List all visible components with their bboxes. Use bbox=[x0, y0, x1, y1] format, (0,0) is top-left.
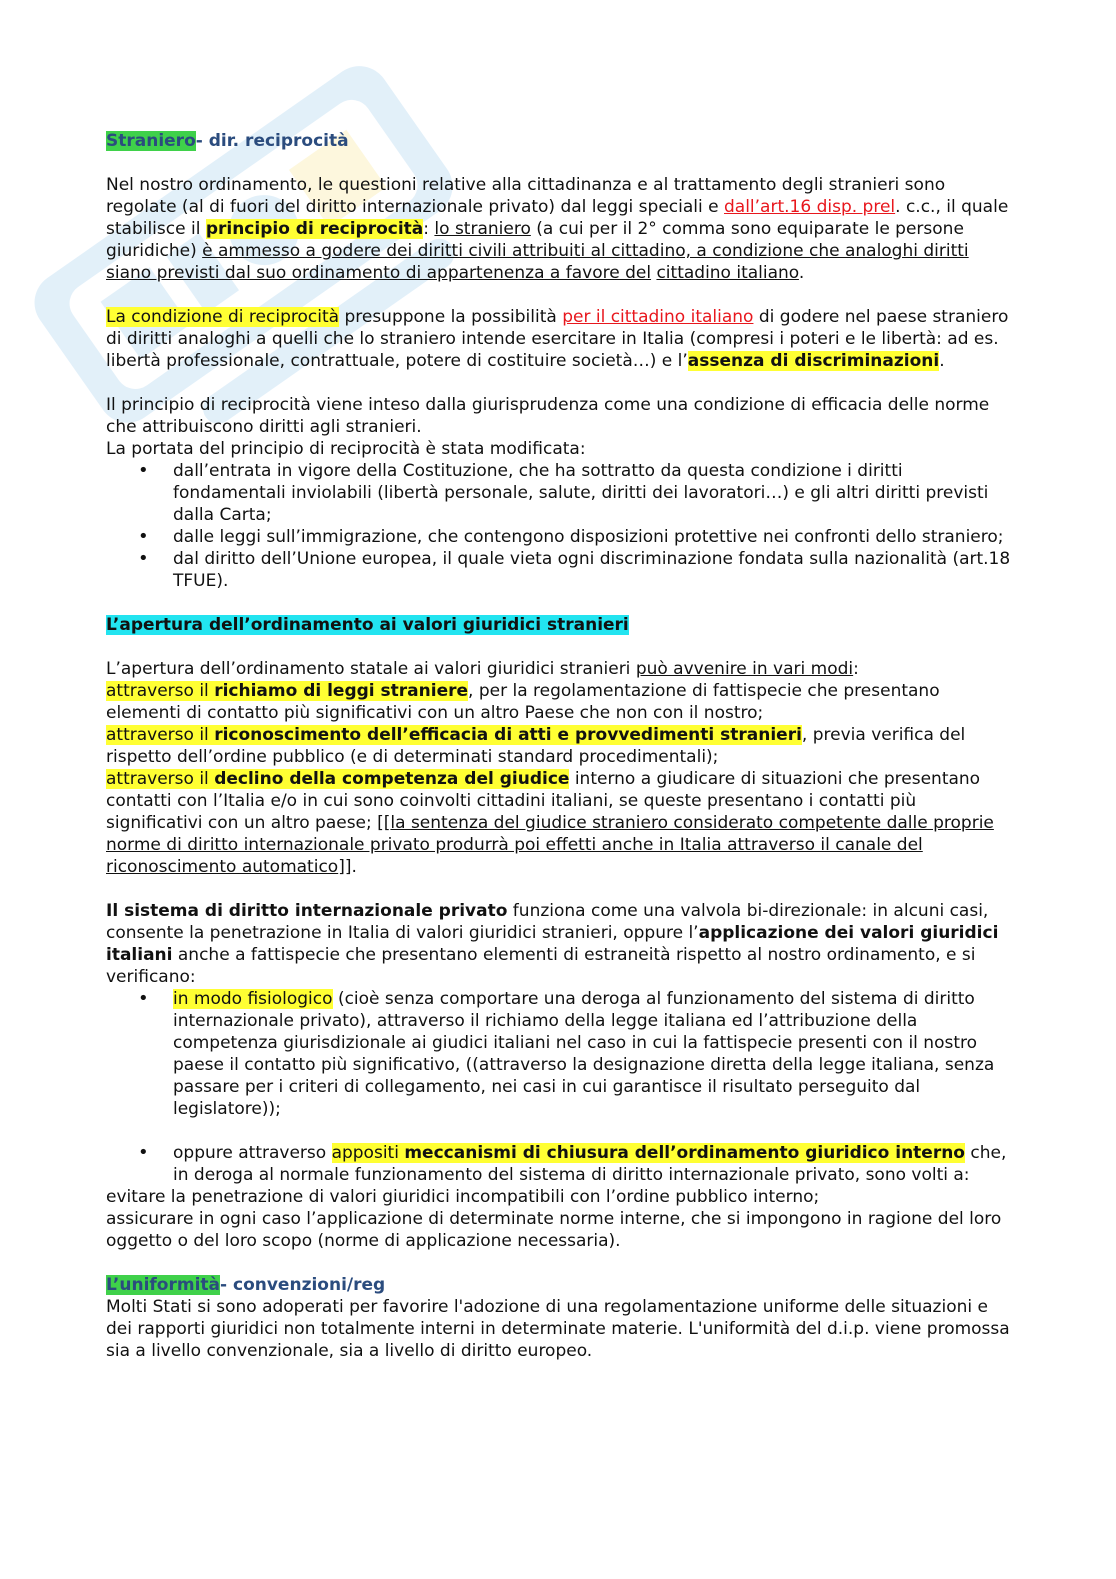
link-art16[interactable]: dall’art.16 disp. prel bbox=[724, 197, 896, 217]
paragraph-riconoscimento: attraverso il riconoscimento dell’efficacia di atti e provvedimenti stranieri, previa verifica del rispetto dell’ordine pubblico (e di determinati standard procedimentali); bbox=[106, 725, 966, 767]
list-item: • dalle leggi sull’immigrazione, che contengono disposizioni protettive nei confronti dello straniero; bbox=[106, 526, 1011, 548]
section-title-straniero: Straniero- dir. reciprocità bbox=[106, 131, 349, 151]
paragraph-evitare: evitare la penetrazione di valori giuridici incompatibili con l’ordine pubblico interno; bbox=[106, 1187, 820, 1207]
section-title-apertura: L’apertura dell’ordinamento ai valori giuridici stranieri bbox=[106, 615, 629, 635]
link-cittadino-italiano[interactable]: per il cittadino italiano bbox=[562, 307, 754, 327]
list-item: • in modo fisiologico (cioè senza comportare una deroga al funzionamento del sistema di diritto internazionale privato), attraverso il richiamo della legge italiana ed l’attribuzione della competenza giurisdizionale ai giudici italiani nel caso in cui la fattispecie presenti con il nostro paese il contatto più significativo, ((attraverso la designazione diretta della legge italiana, senza passare per i criteri di collegamento, nei casi in cui garantisce il risultato perseguito dal legislatore)); bbox=[106, 988, 1011, 1120]
paragraph-assicurare: assicurare in ogni caso l’applicazione di determinate norme interne, che si impongono in ragione del loro oggetto o del loro scopo (norme di applicazione necessaria). bbox=[106, 1209, 1002, 1251]
paragraph-ordinamento: Nel nostro ordinamento, le questioni relative alla cittadinanza e al trattamento degli stranieri sono regolate (al di fuori del diritto internazionale privato) dal leggi speciali e dall’art.16 disp. prel. c.c., il quale stabilisce il principio di reciprocità: lo straniero (a cui per il 2° comma sono equiparate le persone giuridiche) è ammesso a godere dei diritti civili attribuiti al cittadino, a condizione che analoghi diritti siano previsti dal suo ordinamento di appartenenza a favore del cittadino italiano. bbox=[106, 175, 1009, 283]
list-item: • oppure attraverso appositi meccanismi di chiusura dell’ordinamento giuridico interno che, in deroga al normale funzionamento del sistema di diritto internazionale privato, sono volti a: bbox=[106, 1142, 1011, 1186]
list-modalita bbox=[106, 988, 1011, 1120]
paragraph-sistema: Il sistema di diritto internazionale privato funziona come una valvola bi-direzionale: in alcuni casi, consente la penetrazione in Italia di valori giuridici stranieri, oppure l’applicazione dei valori giuridici italiani anche a fattispecie che presentano elementi di estraneità rispetto al nostro ordinamento, e si verificano: bbox=[106, 901, 999, 987]
paragraph-portata: La portata del principio di reciprocità è stata modificata: bbox=[106, 439, 586, 459]
paragraph-apertura-intro: L’apertura dell’ordinamento statale ai valori giuridici stranieri può avvenire in vari modi: bbox=[106, 659, 859, 679]
paragraph-uniformita: Molti Stati si sono adoperati per favorire l'adozione di una regolamentazione uniforme delle situazioni e dei rapporti giuridici non totalmente interni in determinate materie. L'uniformità del d.i.p. viene promossa sia a livello convenzionale, sia a livello di diritto europeo. bbox=[106, 1297, 1010, 1361]
list-item: • dall’entrata in vigore della Costituzione, che ha sottratto da questa condizione i diritti fondamentali inviolabili (libertà personale, salute, diritti dei lavoratori…) e gli altri diritti previsti dalla Carta; bbox=[106, 460, 1011, 526]
paragraph-richiamo: attraverso il richiamo di leggi straniere, per la regolamentazione di fattispecie che presentano elementi di contatto più significativi con un altro Paese che non con il nostro; bbox=[106, 681, 940, 723]
list-item: • dal diritto dell’Unione europea, il quale vieta ogni discriminazione fondata sulla nazionalità (art.18 TFUE). bbox=[106, 548, 1011, 592]
list-modalita-2 bbox=[106, 1142, 1011, 1186]
paragraph-principio: Il principio di reciprocità viene inteso dalla giurisprudenza come una condizione di efficacia delle norme che attribuiscono diritti agli stranieri. bbox=[106, 395, 990, 437]
list-modifiche bbox=[106, 460, 1011, 592]
paragraph-condizione: La condizione di reciprocità presuppone la possibilità per il cittadino italiano di godere nel paese straniero di diritti analoghi a quelli che lo straniero intende esercitare in Italia (compresi i poteri e le libertà: ad es. libertà professionale, contrattuale, potere di costituire società…) e l’assenza di discriminazioni. bbox=[106, 307, 1009, 371]
section-title-uniformita: L’uniformità- convenzioni/reg bbox=[106, 1275, 386, 1295]
paragraph-declino: attraverso il declino della competenza del giudice interno a giudicare di situazioni che presentano contatti con l’Italia e/o in cui sono coinvolti cittadini italiani, se queste presentano i contatti più significativi con un altro paese; [[la sentenza del giudice straniero considerato competente dalle proprie norme di diritto internazionale privato produrrà poi effetti anche in Italia attraverso il canale del riconoscimento automatico]]. bbox=[106, 769, 994, 877]
document-body bbox=[106, 130, 1011, 1362]
